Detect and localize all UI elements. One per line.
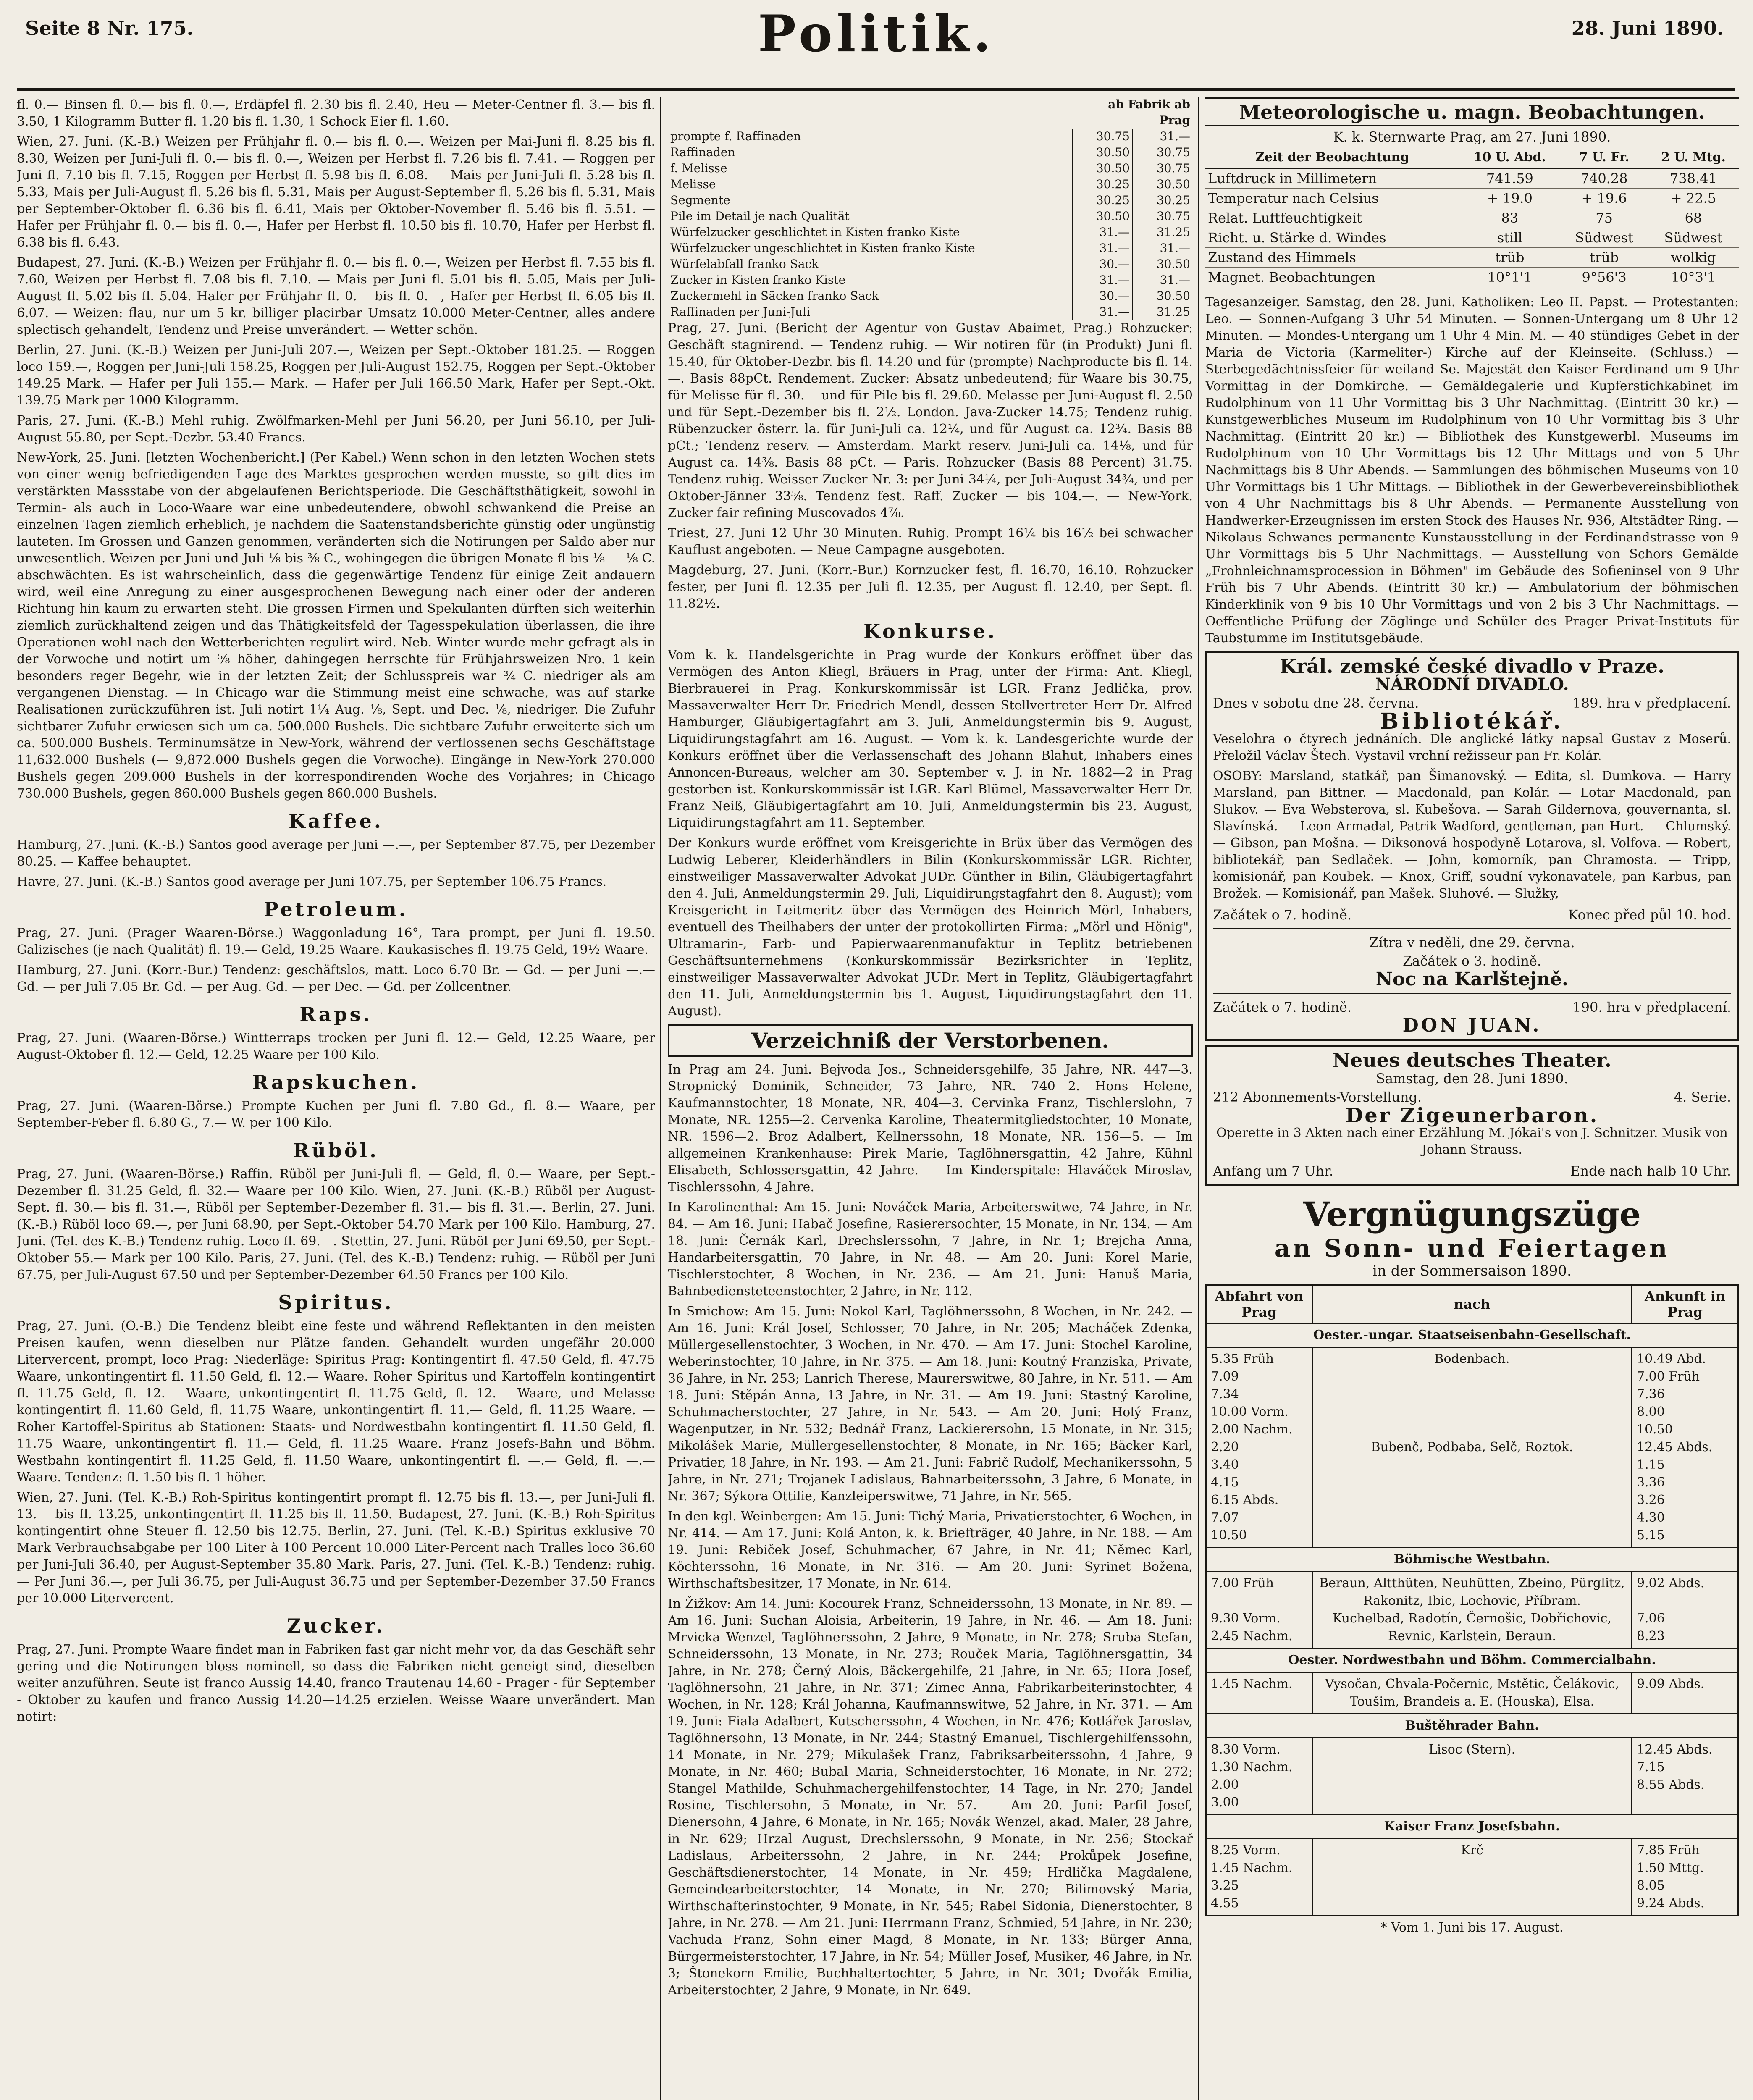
train-departures: 7.00 Früh 9.30 Vorm. 2.45 Nachm. xyxy=(1206,1572,1312,1648)
train-group-row xyxy=(1206,1548,1738,1572)
nt-begin: Anfang um 7 Uhr. xyxy=(1213,1163,1334,1179)
petroleum-prag: Prag, 27. Juni. (Prager Waaren-Börse.) Waggonladung 16°, Tara prompt, per Juni fl. 19.50. Galizisches (je nach Qualität) fl. 19.— Geld, 19.25 Waare. Kaukasisches fl. 19.75 Geld, 19½ Waare. xyxy=(17,926,655,957)
market-berlin: Berlin, 27. Juni. (K.-B.) Weizen per Juni-Juli 207.—, Weizen per Sept.-Oktober 181.25. — Roggen loco 159.—, Roggen per Juni-Juli 158.25, Roggen per Juli-August 152.75, Roggen per Sept.-Oktober 149.25 Mark. — Hafer per Juli 155.— Mark. — Hafer per Juli 166.50 Mark, Hafer per Sept.-Okt. 139.75 Mark per 1000 Kilogramm. xyxy=(17,343,655,408)
sunday-intro: Zítra v neděli, dne 29. června. xyxy=(1369,934,1575,950)
theatre-title: Král. zemské české divadlo v Praze. xyxy=(1279,655,1665,677)
sugar-row xyxy=(668,208,1193,224)
zucker-text: Prag, 27. Juni. Prompte Waare findet man in Fabriken fast gar nicht mehr vor, da das Geschäft sehr gering und die Notirungen bloss nominell, so dass die Fabriken nicht geneigt sind, dieselben weiter anzuführen. Seute ist franco Aussig 14.40, franco Trautenau 14.60 - Prager - für September - Oktober zu kaufen und franco Aussig 14.20—14.25 erzielen. Weisse Waare unverändert. Man notirt: xyxy=(17,1642,655,1724)
sugar-table-header: ab Fabrik ab Prag xyxy=(1108,97,1190,127)
train-group-row xyxy=(1206,1648,1738,1672)
weather-row xyxy=(1205,208,1739,228)
sugar-price-factory: 30.50 xyxy=(1072,208,1133,224)
weather-label: Richt. u. Stärke d. Windes xyxy=(1205,228,1459,248)
train-company: Buštěhrader Bahn. xyxy=(1206,1714,1738,1738)
sugar-row xyxy=(668,192,1193,208)
train-destinations: Vysočan, Chvala-Počernic, Mstětic, Čelákovic, Toušim, Brandeis a. E. (Houska), Elsa. xyxy=(1312,1672,1632,1714)
weather-value: still xyxy=(1459,228,1560,248)
theatre-date: Dnes v sobotu dne 28. června. xyxy=(1213,695,1419,711)
sunday-play-title: Noc na Karlštejně. xyxy=(1375,969,1569,990)
sugar-price-prague: 31.— xyxy=(1133,272,1193,288)
heading-konkurse: Konkurse. xyxy=(863,620,997,643)
weather-value: + 19.0 xyxy=(1459,189,1560,208)
heading-zucker: Zucker. xyxy=(286,1614,386,1637)
page-header xyxy=(0,0,1753,88)
weather-column-header: 2 U. Mtg. xyxy=(1648,147,1739,168)
column-divider xyxy=(1198,97,1199,2100)
train-departures: 1.45 Nachm. xyxy=(1206,1672,1312,1714)
nt-time-row xyxy=(1213,1162,1731,1180)
sugar-label: Zuckermehl in Säcken franko Sack xyxy=(670,289,879,303)
weather-value: 83 xyxy=(1459,208,1560,228)
nt-play-title: Der Zigeunerbaron. xyxy=(1345,1104,1599,1127)
train-departures: 8.25 Vorm. 1.45 Nachm. 3.25 4.55 xyxy=(1206,1839,1312,1916)
weather-value: 10°1'1 xyxy=(1459,268,1560,287)
sugar-label: Würfelabfall franko Sack xyxy=(670,257,819,271)
sugar-price-prague: 31.— xyxy=(1133,240,1193,256)
train-arrivals: 10.49 Abd. 7.00 Früh 7.36 8.00 10.50 12.45 Abds. 1.15 3.36 3.26 4.30 5.15 xyxy=(1632,1347,1738,1548)
sugar-row xyxy=(668,224,1193,240)
weather-value: 740.28 xyxy=(1560,168,1648,189)
train-group-row xyxy=(1206,1815,1738,1839)
weather-value: 741.59 xyxy=(1459,168,1560,189)
weather-column-header: Zeit der Beobachtung xyxy=(1205,147,1459,168)
german-theatre-box xyxy=(1205,1045,1739,1186)
evening-performance-number: 190. hra v předplacení. xyxy=(1572,999,1731,1015)
weather-row xyxy=(1205,228,1739,248)
evening-play-title: DON JUAN. xyxy=(1402,1015,1542,1036)
train-column-header: Abfahrt von Prag xyxy=(1206,1285,1312,1323)
sugar-label: f. Melisse xyxy=(670,161,727,175)
sugar-price-factory: 30.75 xyxy=(1072,129,1133,144)
konkurse-text-2: Der Konkurs wurde eröffnet vom Kreisgerichte in Brüx über das Vermögen des Ludwig Leberer, Kleiderhändlers in Bilin (Konkurskommissär LGR. Richter, einstweiliger Massaverwalter Advokat JUDr. Günther in Bilin, Gläubigertagfahrt den 4. Juli, Anmeldungstermin 29. Juli, Liquidirungstagfahrt den 8. August); vom Kreisgericht in Leitmeritz über das Vermögen des Heinrich Mörl, Inhabers, eventuell des Theilhabers der unter der protokollirten Firma: „Mörl und Hönig", Ultramarin-, Farb- und Papierwaarenmanufaktur in Teplitz betriebenen Geschäftsunternehmens (Konkurskommissär Bezirksrichter in Teplitz, einstweiliger Massaverwalter Advokat JUDr. Mert in Teplitz, Gläubigertagfahrt den 11. Juli, Anmeldungstermin bis 1. August, Liquidirungstagfahrt den 11. August). xyxy=(668,836,1193,1018)
weather-label: Zustand des Himmels xyxy=(1205,248,1459,268)
weather-value: 68 xyxy=(1648,208,1739,228)
sugar-price-prague: 30.50 xyxy=(1133,288,1193,304)
section-title: Politik. xyxy=(758,4,995,63)
sugar-price-factory: 31.— xyxy=(1072,304,1133,320)
heading-verstorbene: Verzeichniß der Verstorbenen. xyxy=(751,1028,1109,1053)
sugar-price-prague: 30.75 xyxy=(1133,144,1193,160)
kaffee-hamburg: Hamburg, 27. Juni. (K.-B.) Santos good average per Juni —.—, per September 87.75, per Dezember 80.25. — Kaffee behauptet. xyxy=(17,837,655,869)
train-column-header: nach xyxy=(1312,1285,1632,1323)
sugar-price-prague: 30.50 xyxy=(1133,176,1193,192)
weather-column-header: 10 U. Abd. xyxy=(1459,147,1560,168)
petroleum-hamburg: Hamburg, 27. Juni. (Korr.-Bur.) Tendenz: geschäftslos, matt. Loco 6.70 Br. — Gd. — per Juni —.— Gd. — per Juli 7.05 Br. Gd. — per Aug. Gd. — per Dec. — Gd. per Zollcentner. xyxy=(17,963,655,994)
sugar-row xyxy=(668,272,1193,288)
weather-label: Relat. Luftfeuchtigkeit xyxy=(1205,208,1459,228)
weather-value: trüb xyxy=(1560,248,1648,268)
sugar-price-factory: 31.— xyxy=(1072,272,1133,288)
train-schedule-row xyxy=(1206,1839,1738,1916)
train-footnote: * Vom 1. Juni bis 17. August. xyxy=(1380,1920,1564,1935)
train-destinations: Beraun, Altthüten, Neuhütten, Zbeino, Pürglitz, Rakonitz, Ibic, Lochovic, Příbram. Kuchelbad, Radotín, Černošic, Dobřichovic, Revnic, Karlstein, Beraun. xyxy=(1312,1572,1632,1648)
sugar-row xyxy=(668,240,1193,256)
theatre-divider xyxy=(1213,928,1731,929)
deaths-weinberge: In den kgl. Weinbergen: Am 15. Juni: Tichý Maria, Privatierstochter, 6 Wochen, in Nr. 414. — Am 17. Juni: Kolá Anton, k. k. Briefträger, 40 Jahre, in Nr. 188. — Am 19. Juni: Rebiček Josef, Schuhmacher, 67 Jahre, in Nr. 41; Němec Karl, Köchterssohn, 16 Monate, in Nr. 316. — Am 20. Juni: Syrinet Božena, Wirthschaftsbesitzer, 17 Monate, in Nr. 614. xyxy=(668,1509,1193,1591)
deaths-zizkov: In Žižkov: Am 14. Juni: Kocourek Franz, Schneiderssohn, 13 Monate, in Nr. 89. — Am 16. Juni: Suchan Aloisia, Arbeiterin, 19 Jahre, in Nr. 46. — Am 18. Juni: Mrvicka Wenzel, Taglöhnerssohn, 2 Jahre, 9 Monate, in Nr. 278; Sruba Stefan, Schneiderssohn, 13 Monate, in Nr. 273; Rouček Maria, Taglöhnersgattin, 34 Jahre, in Nr. 278; Černý Alois, Bäckergehilfe, 21 Jahre, in Nr. 65; Hora Josef, Taglöhnersohn, 21 Jahre, in Nr. 371; Zimec Anna, Fabrikarbeiterinstochter, 4 Wochen, in Nr. 128; Král Johanna, Kaufmannswitwe, 52 Jahre, in Nr. 371. — Am 19. Juni: Fiala Adalbert, Kutscherssohn, 4 Wochen, in Nr. 476; Kotlářek Jaroslav, Taglöhnersohn, 13 Monate, in Nr. 244; Stastný Emanuel, Tischlergehilfenssohn, 14 Monate, in Nr. 279; Mikulašek Franz, Fabriksarbeiterssohn, 4 Jahre, 9 Monate, in Nr. 460; Bubal Maria, Schneiderstochter, 16 Monate, in Nr. 272; Stangel Mathilde, Schuhmachergehilfenstochter, 14 Tage, in Nr. 270; Jandel Rosine, Tischlersohn, 5 Monate, in Nr. 57. — Am 20. Juni: Parfil Josef, Dienersohn, 4 Jahre, 6 Monate, in Nr. 165; Novák Wenzel, akad. Maler, 28 Jahre, in Nr. 629; Hrzal August, Drechslerssohn, 9 Monate, in Nr. 256; Stockař Ladislaus, Arbeiterssohn, 2 Jahre, in Nr. 244; Prokůpek Josefine, Geschäftsdienerstochter, 14 Monate, in Nr. 459; Hrdlička Magdalene, Gemeindearbeiterstochter, 14 Monate, in Nr. 270; Bilimovský Maria, Wirthschafterinstochter, 9 Monate, in Nr. 545; Rabel Sidonia, Dienerstochter, 8 Jahre, in Nr. 278. — Am 21. Juni: Herrmann Franz, Schmied, 54 Jahre, in Nr. 230; Vachuda Franz, Sohn einer Magd, 8 Monate, in Nr. 133; Bürger Anna, Bürgermeisterstochter, 17 Jahre, in Nr. 54; Müller Josef, Musiker, 46 Jahre, in Nr. 3; Štonekorn Emilie, Buchhaltertochter, 5 Jahre, in Nr. 301; Dvořák Emilia, Arbeiterstochter, 2 Jahre, 9 Monate, in Nr. 649. xyxy=(668,1596,1193,1998)
weather-value: trüb xyxy=(1459,248,1560,268)
train-destinations: Bodenbach. Bubenč, Podbaba, Selč, Roztok. xyxy=(1312,1347,1632,1548)
sugar-row xyxy=(668,304,1193,320)
weather-value: Südwest xyxy=(1648,228,1739,248)
sugar-row xyxy=(668,256,1193,272)
sugar-price-factory: 31.— xyxy=(1072,240,1133,256)
weather-value: Südwest xyxy=(1560,228,1648,248)
weather-column-header: 7 U. Fr. xyxy=(1560,147,1648,168)
weather-row xyxy=(1205,168,1739,189)
sugar-triest: Triest, 27. Juni 12 Uhr 30 Minuten. Ruhig. Prompt 16¼ bis 16½ bei schwacher Kauflust angeboten. — Neue Campagne ausgeboten. xyxy=(668,526,1193,557)
column-sugar-deaths xyxy=(668,97,1193,2100)
sunday-start: Začátek o 3. hodině. xyxy=(1402,953,1542,969)
theatre-time-row xyxy=(1213,906,1731,924)
sugar-price-factory: 30.— xyxy=(1072,256,1133,272)
weather-value: wolkig xyxy=(1648,248,1739,268)
sugar-label: Zucker in Kisten franko Kiste xyxy=(670,273,846,287)
sugar-label: Segmente xyxy=(670,193,730,207)
sugar-price-prague: 30.75 xyxy=(1133,160,1193,176)
heading-kaffee: Kaffee. xyxy=(289,810,383,832)
weather-label: Temperatur nach Celsius xyxy=(1205,189,1459,208)
train-timetable xyxy=(1205,1284,1739,1916)
sugar-label: Pile im Detail je nach Qualität xyxy=(670,209,850,223)
kaffee-havre: Havre, 27. Juni. (K.-B.) Santos good average per Juni 107.75, per September 106.75 Francs. xyxy=(17,874,607,889)
heading-rapskuchen: Rapskuchen. xyxy=(252,1071,420,1094)
theatre-end: Konec před půl 10. hod. xyxy=(1568,907,1731,923)
konkurse-text: Vom k. k. Handelsgerichte in Prag wurde der Konkurs eröffnet über das Vermögen des Anton Kliegl, Bräuers in Prag, unter der Firma: Ant. Kliegl, Bierbrauerei in Prag. Konkurskommissär ist LGR. Franz Jedlička, prov. Massaverwalter Herr Dr. Friedrich Mendl, dessen Stellvertreter Herr Dr. Alfred Hamburger, Gläubigertagfahrt am 3. Juli, Anmeldungstermin bis 9. August, Liquidirungstagfahrt am 16. August. — Vom k. k. Landesgerichte wurde der Konkurs eröffnet über die Verlassenschaft des Johann Blahut, Inhabers eines Annoncen-Bureaus, welcher am 30. September v. J. in Nr. 1882—2 in Prag gestorben ist. Konkurskommissär ist LGR. Karl Blümel, Massaverwalter Herr Dr. Franz Neiß, Gläubigertagfahrt am 10. Juli, Anmeldungstermin bis 23. August, Liquidirungstagfahrt am 11. September. xyxy=(668,648,1193,830)
nt-description: Operette in 3 Akten nach einer Erzählung M. Jókai's von J. Schnitzer. Musik von Johann Strauss. xyxy=(1216,1126,1728,1157)
excursion-trains-subtitle: an Sonn- und Feiertagen xyxy=(1274,1234,1670,1263)
deaths-smichow: In Smichow: Am 15. Juni: Nokol Karl, Taglöhnerssohn, 8 Wochen, in Nr. 242. — Am 16. Juni: Král Josef, Schlosser, 70 Jahre, in Nr. 205; Macháček Zdenka, Müllergesellenstochter, 3 Wochen, in Nr. 470. — Am 17. Juni: Stochel Karoline, Weberinstochter, 10 Jahre, in Nr. 375. — Am 18. Juni: Koutný Franziska, Private, 36 Jahre, in Nr. 253; Lanrich Therese, Maurerswitwe, 80 Jahre, in Nr. 511. — Am 18. Juni: Stěpán Anna, 13 Jahre, in Nr. 31. — Am 19. Juni: Stastný Karoline, Schuhmacherstochter, 27 Jahre, in Nr. 543. — Am 20. Juni: Holý Franz, Wagenputzer, in Nr. 532; Bednář Franz, Lackierersohn, 15 Monate, in Nr. 315; Mikolášek Marie, Müllergesellenstochter, 8 Monate, in Nr. 165; Bäcker Karl, Privatier, 18 Jahre, in Nr. 193. — Am 21. Juni: Fabrič Rudolf, Mechanikerssohn, 5 Jahre, in Nr. 271; Trojanek Ladislaus, Bahnarbeiterssohn, 3 Jahre, 6 Monate, in Nr. 367; Sýkora Ottilie, Kanzleiperswitwe, 71 Jahre, in Nr. 565. xyxy=(668,1304,1193,1504)
sugar-row xyxy=(668,129,1193,144)
market-newyork: New-York, 25. Juni. [letzten Wochenbericht.] (Per Kabel.) Wenn schon in den letzten Wochen stets von einer wenig befriedigenden Lage des Marktes gesprochen werden musste, so gilt dies im verstärkten Massstabe von der abgelaufenen Berichtsperiode. Die Geschäftsthätigkeit, sowohl in Termin- als auch in Loco-Waare war eine unbedeutendere, obwohl schwankend die Preise an einzelnen Tagen ziemlich erheblich, je nachdem die Saatenstandsberichte günstig oder ungünstig lauteten. Im Grossen und Ganzen genommen, veränderten sich die Notirungen per Saldo aber nur unwesentlich. Weizen per Juni und Juli ⅛ bis ⅜ C., wohingegen die übrigen Monate fl bis ⅛ — ⅛ C. abschwächten. Es ist wahrscheinlich, dass die gegenwärtige Tendenz für einige Zeit andauern wird, weil eine Anregung zu einer ausgesprochenen Bewegung nach einer oder der anderen Richtung hin kaum zu erwarten steht. Die grossen Firmen und Spekulanten dürften sich weiterhin ziemlich zurückhaltend zeigen und das Thätigkeitsfeld der Tagesspekulation überlassen, die ihre Operationen wohl nach den Wetterberichten regulirt wird. Neb. Winter wurde mehr gefragt als in der Vorwoche und notirt um ⅝ höher, dahingegen herrschte für Frühjahrsweizen Nro. 1 kein besonders reger Begehr, wie in der letzten Zeit; der Schlusspreis war ¾ C. niedriger als am vergangenen Dienstag. — In Chicago war die Stimmung meist eine schwache, was auf starke Realisationen zurückzuführen ist. Juli notirt 1¼ Aug. ⅛, Sept. und Dec. ⅛, niedriger. Die Zufuhr sichtbarer Zufuhr erwiesen sich um ca. 500.000 Bushels. Die sichtbare Zufuhr erweiterte sich um ca. 500.000 Bushels. Terminumsätze in New-York, während der verflossenen sechs Geschäftstage 11,632.000 Bushels (— 9,872.000 Bushels gegen die Vorwoche). Eingänge in New-York 270.000 Bushels gegen 209.000 Bushels in der korrespondirenden Woche des Vorjahres; in Chicago 730.000 Bushels, gegen 860.000 Bushels gegen 860.000 Bushels. xyxy=(17,450,655,801)
sugar-price-factory: 30.25 xyxy=(1072,176,1133,192)
train-group-row xyxy=(1206,1714,1738,1738)
heading-raps: Raps. xyxy=(299,1003,373,1026)
page-number: Seite 8 Nr. 175. xyxy=(25,17,194,39)
sugar-price-prague: 31.25 xyxy=(1133,304,1193,320)
train-schedule-row xyxy=(1206,1572,1738,1648)
column-divider xyxy=(660,97,661,2100)
deaths-prag: In Prag am 24. Juni. Bejvoda Jos., Schneidersgehilfe, 35 Jahre, NR. 447—3. Stropnický Dominik, Schneider, 73 Jahre, NR. 740—2. Hons Helene, Kaufmannstochter, 18 Monate, NR. 404—3. Cervinka Franz, Tischlerslohn, 7 Monate, NR. 1255—2. Cervenka Karoline, Theatermitgliedstochter, 10 Monate, NR. 1596—2. Broz Adalbert, Kellnerssohn, 18 Monate, NR. 156—5. — Im allgemeinen Krankenhause: Pirek Marie, Taglöhnersgattin, 42 Jahre, Kühnl Elisabeth, Schlossersgattin, 42 Jahre. — Im Kinderspitale: Hlaváček Miroslav, Tischlerssohn, 4 Jahre. xyxy=(668,1062,1193,1194)
theatre-subtitle: NÁRODNÍ DIVADLO. xyxy=(1375,675,1569,694)
sugar-price-prague: 30.75 xyxy=(1133,208,1193,224)
train-departures: 8.30 Vorm. 1.30 Nachm. 2.00 3.00 xyxy=(1206,1738,1312,1815)
train-arrivals: 7.85 Früh 1.50 Mttg. 8.05 9.24 Abds. xyxy=(1632,1839,1738,1916)
sugar-row xyxy=(668,176,1193,192)
tagesanzeiger-text: Tagesanzeiger. Samstag, den 28. Juni. Katholiken: Leo II. Papst. — Protestanten: Leo. — Sonnen-Aufgang 3 Uhr 54 Minuten. — Sonnen-Untergang um 8 Uhr 12 Minuten. — Mondes-Untergang um 1 Uhr 4 Min. M. — 40 stündiges Gebet in der Maria de Victoria (Karmeliter-) Kirche auf der Kleinseite. (Schluss.) — Sterbegedächtnissfeier für weiland Se. Majestät den Kaiser Ferdinand um 9 Uhr Vormittag in der Domkirche. — Gemäldegalerie und Kupferstichkabinet im Rudolphinum von 11 Uhr Vormittag bis 3 Uhr Nachmittag. (Eintritt 30 kr.) — Kunstgewerbliches Museum im Rudolphinum von 10 Uhr Vormittag bis 3 Uhr Nachmittag. (Eintritt 20 kr.) — Bibliothek des Kunstgewerbl. Museums im Rudolphinum von 10 Uhr Vormittags bis 12 Uhr Mittags und von 5 Uhr Nachmittags bis 8 Uhr Abends. — Sammlungen des böhmischen Museums von 10 Uhr Vormittags bis 1 Uhr Mittags. — Bibliothek in der Gewerbevereinsbibliothek von 4 Uhr Nachmittags bis 8 Uhr Abends. — Permanente Ausstellung von Handwerker-Erzeugnissen im ersten Stock des Hauses Nr. 936, Altstädter Ring. — Nikolaus Schwanes permanente Kunstausstellung in der Ferdinandstrasse von 9 Uhr Vormittags bis 5 Uhr Nachmittags. — Ausstellung von Schors Gemälde „Frohnleichnamsprocession in Böhmen" im Gebäude des Sofieninsel von 9 Uhr Früh bis 7 Uhr Abends. (Eintritt 30 kr.) — Ambulatorium der böhmischen Kinderklinik von 9 bis 10 Uhr Vormittags und von 2 bis 3 Uhr Nachmittags. — Oeffentliche Prüfung der Zöglinge und Schüler des Prager Privat-Instituts für Taubstumme im Institutsgebäude. xyxy=(1205,295,1739,646)
theatre-performance-number: 189. hra v předplacení. xyxy=(1572,695,1731,711)
weather-value: 75 xyxy=(1560,208,1648,228)
market-budapest: Budapest, 27. Juni. (K.-B.) Weizen per Frühjahr fl. 0.— bis fl. 0.—, Weizen per Herbst fl. 7.55 bis fl. 7.60, Weizen per Herbst fl. 7.08 bis fl. 7.10. — Mais per Juni fl. 5.01 bis fl. 5.05, Mais per Juli-August fl. 5.02 bis fl. 5.04. Hafer per Frühjahr fl. 0.— bis fl. 0.—, Hafer per Herbst fl. 6.05 bis fl. 6.07. — Weizen: flau, nur um 5 kr. billiger placirbar Umsatz 10.000 Meter-Centner, alles andere splectisch gehandelt, Tendenz und Preise unverändert. — Wetter schön. xyxy=(17,255,655,337)
market-intro: fl. 0.— Binsen fl. 0.— bis fl. 0.—, Erdäpfel fl. 2.30 bis fl. 2.40, Heu — Meter-Centner fl. 3.— bis fl. 3.50, 1 Kilogramm Butter fl. 1.20 bis fl. 1.30, 1 Schock Eier fl. 1.60. xyxy=(17,97,655,129)
train-column-header: Ankunft in Prag xyxy=(1632,1285,1738,1323)
theatre-description: Veselohra o čtyrech jednáních. Dle anglické látky napsal Gustav z Moserů. Přeložil Václav Štech. Vystavil vrchní režisseur pan Fr. Kolár. xyxy=(1213,732,1731,763)
sugar-price-factory: 30.25 xyxy=(1072,192,1133,208)
weather-row xyxy=(1205,189,1739,208)
sugar-row xyxy=(668,288,1193,304)
train-company: Kaiser Franz Josefsbahn. xyxy=(1206,1815,1738,1839)
market-paris: Paris, 27. Juni. (K.-B.) Mehl ruhig. Zwölfmarken-Mehl per Juni 56.20, per Juni 56.10, per Juli-August 55.80, per Sept.-Dezbr. 53.40 Francs. xyxy=(17,413,655,445)
weather-row xyxy=(1205,248,1739,268)
sugar-report: Prag, 27. Juni. (Bericht der Agentur von Gustav Abaimet, Prag.) Rohzucker: Geschäft stagnirend. — Tendenz ruhig. — Wir notiren für (in Produkt) Juni fl. 15.40, für Oktober-Dezbr. bis fl. 14.20 und für (prompte) Nachproducte bis fl. 14.—. Basis 88pCt. Rendement. Zucker: Absatz unbedeutend; für Waare bis 30.75, für Melisse für fl. 30.— und für Pile bis fl. 29.60. Melasse per Juni-August fl. 2.50 und für Sept.-Dezember bis fl. 2½. London. Java-Zucker 14.75; Tendenz ruhig. Rübenzucker österr. la. für Juni-Juli ca. 12¼, und für August ca. 12¾. Basis 88 pCt.; Tendenz reserv. — Amsterdam. Markt reserv. Juni-Juli ca. 14⅛, und für August ca. 14⅜. Basis 88 pCt. — Paris. Rohzucker (Basis 88 Percent) 31.75. Tendenz ruhig. Weisser Zucker Nr. 3: per Juni 34¼, per Juli-August 34¾, und per Oktober-Jänner 33⅝. Tendenz fest. Raff. Zucker — bis 104.—. — New-York. Zucker fair refining Muscovados 4⅞. xyxy=(668,321,1193,520)
column-weather-theatre-trains xyxy=(1205,97,1739,2100)
issue-date: 28. Juni 1890. xyxy=(1571,17,1724,39)
sugar-price-prague: 30.50 xyxy=(1133,256,1193,272)
train-destinations: Krč xyxy=(1312,1839,1632,1916)
weather-title: Meteorologische u. magn. Beobachtungen. xyxy=(1239,101,1705,123)
weather-table xyxy=(1205,147,1739,287)
theatre-cast: OSOBY: Marsland, statkář, pan Šimanovský. — Edita, sl. Dumkova. — Harry Marsland, pan Bittner. — Macdonald, pan Kolár. — Lotar Macdonald, pan Slukov. — Eva Websterova, sl. Kubešova. — Sarah Gildernova, gouvernanta, sl. Slavínská. — Leon Armadal, Patrik Wadford, gentleman, pan Hurt. — Chlumský. — Gibson, pan Mošna. — Diksonová hospodyně Lotarova, sl. Volfova. — Robert, bibliotekář, pan Sedlaček. — John, komorník, pan Chramosta. — Tripp, komisionář, pan Koubek. — Knox, Griff, soudní vykonavatele, pan Karbus, pan Brožek. — Komisionář, pan Mašek. Sluhové. — Služky, xyxy=(1213,769,1731,901)
sugar-price-table xyxy=(668,97,1193,320)
sugar-price-prague: 31.— xyxy=(1133,129,1193,144)
train-departures: 5.35 Früh 7.09 7.34 10.00 Vorm. 2.00 Nachm. 2.20 3.40 4.15 6.15 Abds. 7.07 10.50 xyxy=(1206,1347,1312,1548)
weather-value: 9°56'3 xyxy=(1560,268,1648,287)
market-wien: Wien, 27. Juni. (K.-B.) Weizen per Frühjahr fl. 0.— bis fl. 0.—. Weizen per Mai-Juni fl. 8.25 bis fl. 8.30, Weizen per Juni-Juli fl. 0.— bis fl. 0.—, Weizen per Herbst fl. 7.26 bis fl. 7.41. — Roggen per Juni fl. 7.10 bis fl. 7.15, Roggen per Herbst fl. 5.98 bis fl. 6.08. — Mais per Juni-Juli fl. 5.28 bis fl. 5.33, Mais per Juli-August fl. 5.26 bis fl. 5.31, Mais per August-September fl. 5.26 bis fl. 5.31, Mais per September-Oktober fl. 6.36 bis fl. 6.41, Mais per Oktober-November fl. 5.46 bis fl. 5.51. — Hafer per Frühjahr fl. 0.— bis fl. 0.—, Hafer per Herbst fl. 10.50 bis fl. 10.70, Hafer per Herbst fl. 6.38 bis fl. 6.43. xyxy=(17,134,655,250)
nt-end: Ende nach halb 10 Uhr. xyxy=(1570,1163,1731,1179)
header-rule xyxy=(17,88,1735,91)
sugar-row xyxy=(668,144,1193,160)
nt-title: Neues deutsches Theater. xyxy=(1333,1049,1611,1071)
sugar-label: Melisse xyxy=(670,177,716,191)
train-group-row xyxy=(1206,1323,1738,1347)
weather-value: 10°3'1 xyxy=(1648,268,1739,287)
column-markets xyxy=(17,97,655,2100)
deaths-heading-box xyxy=(668,1024,1193,1057)
weather-heading-box xyxy=(1205,97,1739,126)
sugar-magdeburg: Magdeburg, 27. Juni. (Korr.-Bur.) Kornzucker fest, fl. 16.70, 16.10. Rohzucker fester, per Juni fl. 12.35 per Juli fl. 12.35, per August fl. 12.40, per Sept. fl. 11.82½. xyxy=(668,563,1193,611)
theatre-divider xyxy=(1213,993,1731,994)
sugar-label: Würfelzucker geschlichtet in Kisten franko Kiste xyxy=(670,225,960,239)
sugar-price-prague: 30.25 xyxy=(1133,192,1193,208)
sugar-price-factory: 31.— xyxy=(1072,224,1133,240)
train-schedule-row xyxy=(1206,1738,1738,1815)
train-arrivals: 12.45 Abds. 7.15 8.55 Abds. xyxy=(1632,1738,1738,1815)
heading-rueboel: Rüböl. xyxy=(293,1139,379,1162)
theatre-start: Začátek o 7. hodině. xyxy=(1213,907,1352,923)
theatre-play-title: Bibliotékář. xyxy=(1380,709,1564,734)
rueboel-text: Prag, 27. Juni. (Waaren-Börse.) Raffin. Rüböl per Juni-Juli fl. — Geld, fl. 0.— Waare, per Sept.-Dezember fl. 31.25 Geld, fl. 32.— Waare per 100 Kilo. Wien, 27. Juni. (K.-B.) Rüböl per August-Sept. fl. 30.— bis fl. 31.—, Rüböl per September-Dezember fl. 31.— bis fl. 31.—. Berlin, 27. Juni. (K.-B.) Rüböl loco 69.—, per Juni 68.90, per Sept.-Oktober 54.70 Mark per 100 Kilo. Hamburg, 27. Juni. (Tel. des K.-B.) Tendenz ruhig. Loco fl. 69.—. Stettin, 27. Juni. Rüböl per Juni 69.50, per Sept.-Oktober 55.— Mark per 100 Kilo. Paris, 27. Juni. (Tel. des K.-B.) Tendenz: ruhig. — Rüböl per Juni 67.75, per Juli-August 67.50 und per September-Dezember 64.50 Francs per 100 Kilo. xyxy=(17,1167,655,1282)
spiritus-other: Wien, 27. Juni. (Tel. K.-B.) Roh-Spiritus kontingentirt prompt fl. 12.75 bis fl. 13.—, per Juni-Juli fl. 13.— bis fl. 13.25, unkontingentirt fl. 11.25 bis fl. 11.50. Budapest, 27. Juni. (K.-B.) Roh-Spiritus kontingentirt ohne Steuer fl. 12.50 bis 12.75. Berlin, 27. Juni. (Tel. K.-B.) Spiritus exklusive 70 Mark Verbrauchsabgabe per 100 Liter à 100 Percent 10.000 Liter-Percent nach Tralles loco 36.60 per Juni-Juli 36.40, per August-September 35.80 Mark. Paris, 27. Juni. (Tel. K.-B.) Tendenz: ruhig. — Per Juni 36.—, per Juli 36.75, per Juli-August 36.75 und per September-Dezember 37.50 Francs per 10.000 Litervercent. xyxy=(17,1490,655,1606)
weather-value: + 22.5 xyxy=(1648,189,1739,208)
raps-text: Prag, 27. Juni. (Waaren-Börse.) Wintterraps trocken per Juni fl. 12.— Geld, 12.25 Waare, per August-Oktober fl. 12.— Geld, 12.25 Waare per 100 Kilo. xyxy=(17,1031,655,1062)
train-destinations: Lisoc (Stern). xyxy=(1312,1738,1632,1815)
weather-value: + 19.6 xyxy=(1560,189,1648,208)
train-company: Böhmische Westbahn. xyxy=(1206,1548,1738,1572)
deaths-karolinenthal: In Karolinenthal: Am 15. Juni: Nováček Maria, Arbeiterswitwe, 74 Jahre, in Nr. 84. — Am 16. Juni: Habač Josefine, Rasierersochter, 15 Monate, in Nr. 134. — Am 18. Juni: Černák Karl, Drechslerssohn, 7 Jahre, in Nr. 1; Brejcha Anna, Handarbeitersgattin, 70 Jahre, in Nr. 48. — Am 20. Juni: Korel Marie, Tischlerstochter, 8 Wochen, in Nr. 236. — Am 21. Juni: Hanuš Maria, Bahnbediensteteenstochter, 2 Jahre, in Nr. 112. xyxy=(668,1200,1193,1299)
train-schedule-row xyxy=(1206,1347,1738,1548)
sugar-label: Würfelzucker ungeschlichtet in Kisten franko Kiste xyxy=(670,241,975,255)
excursion-trains-season: in der Sommersaison 1890. xyxy=(1372,1263,1572,1279)
train-schedule-row xyxy=(1206,1672,1738,1714)
sugar-label: Raffinaden per Juni-Juli xyxy=(670,305,811,319)
rapskuchen-text: Prag, 27. Juni. (Waaren-Börse.) Prompte Kuchen per Juni fl. 7.80 Gd., fl. 8.— Waare, per September-Feber fl. 6.80 G., 7.— W. per 100 Kilo. xyxy=(17,1099,655,1130)
train-company: Oester.-ungar. Staatseisenbahn-Gesellschaft. xyxy=(1206,1323,1738,1347)
weather-label: Magnet. Beobachtungen xyxy=(1205,268,1459,287)
evening-start: Začátek o 7. hodině. xyxy=(1213,999,1352,1015)
sugar-price-prague: 31.25 xyxy=(1133,224,1193,240)
national-theatre-box xyxy=(1205,651,1739,1041)
spiritus-prag: Prag, 27. Juni. (O.-B.) Die Tendenz bleibt eine feste und während Reflektanten in den meisten Preisen kaufen, wenn dieselben nur Plätze fanden. Gehandelt wurden ungefähr 20.000 Litervercent, prompt, loco Prag: Niederläge: Spiritus Prag: Kontingentirt fl. 47.50 Geld, fl. 47.75 Waare, unkontingentirt fl. 11.50 Geld, fl. 12.— Waare. Roher Spiritus und Kartoffeln kontingentirt fl. 11.75 Geld, fl. 12.— Waare, unkontingentirt fl. 11.75 Geld, fl. 12.— Waare, und Melasse kontingentirt fl. 11.60 Geld, fl. 11.75 Waare, unkontingentirt fl. 11.— Geld, fl. 11.25 Waare. — Roher Kartoffel-Spiritus ab Stationen: Staats- und Nordwestbahn kontingentirt fl. 11.50 Geld, fl. 11.75 Waare, unkontingentirt fl. 11.— Geld, fl. 11.25 Waare. Franz Josefs-Bahn und Böhm. Westbahn kontingentirt fl. 11.25 Geld, fl. 11.50 Waare, unkontingentirt fl. —.— Geld, fl. —.— Waare. Tendenz: fl. 1.50 bis fl. 1 höher. xyxy=(17,1319,655,1485)
weather-value: 738.41 xyxy=(1648,168,1739,189)
heading-spiritus: Spiritus. xyxy=(278,1291,394,1314)
sugar-price-factory: 30.— xyxy=(1072,288,1133,304)
weather-row xyxy=(1205,268,1739,287)
nt-serie: 4. Serie. xyxy=(1674,1089,1731,1105)
sugar-price-factory: 30.50 xyxy=(1072,160,1133,176)
nt-date: Samstag, den 28. Juni 1890. xyxy=(1376,1071,1568,1087)
sugar-label: Raffinaden xyxy=(670,145,735,159)
weather-label: Luftdruck in Millimetern xyxy=(1205,168,1459,189)
weather-subtitle: K. k. Sternwarte Prag, am 27. Juni 1890. xyxy=(1333,129,1611,145)
heading-petroleum: Petroleum. xyxy=(264,898,408,921)
train-arrivals: 9.09 Abds. xyxy=(1632,1672,1738,1714)
excursion-trains-title: Vergnügungszüge xyxy=(1303,1194,1641,1234)
nt-abo: 212 Abonnements-Vorstellung. xyxy=(1213,1089,1422,1105)
train-arrivals: 9.02 Abds. 7.06 8.23 xyxy=(1632,1572,1738,1648)
train-company: Oester. Nordwestbahn und Böhm. Commercialbahn. xyxy=(1206,1648,1738,1672)
sugar-row xyxy=(668,160,1193,176)
evening-row xyxy=(1213,998,1731,1016)
sugar-price-factory: 30.50 xyxy=(1072,144,1133,160)
sugar-label: prompte f. Raffinaden xyxy=(670,129,801,143)
